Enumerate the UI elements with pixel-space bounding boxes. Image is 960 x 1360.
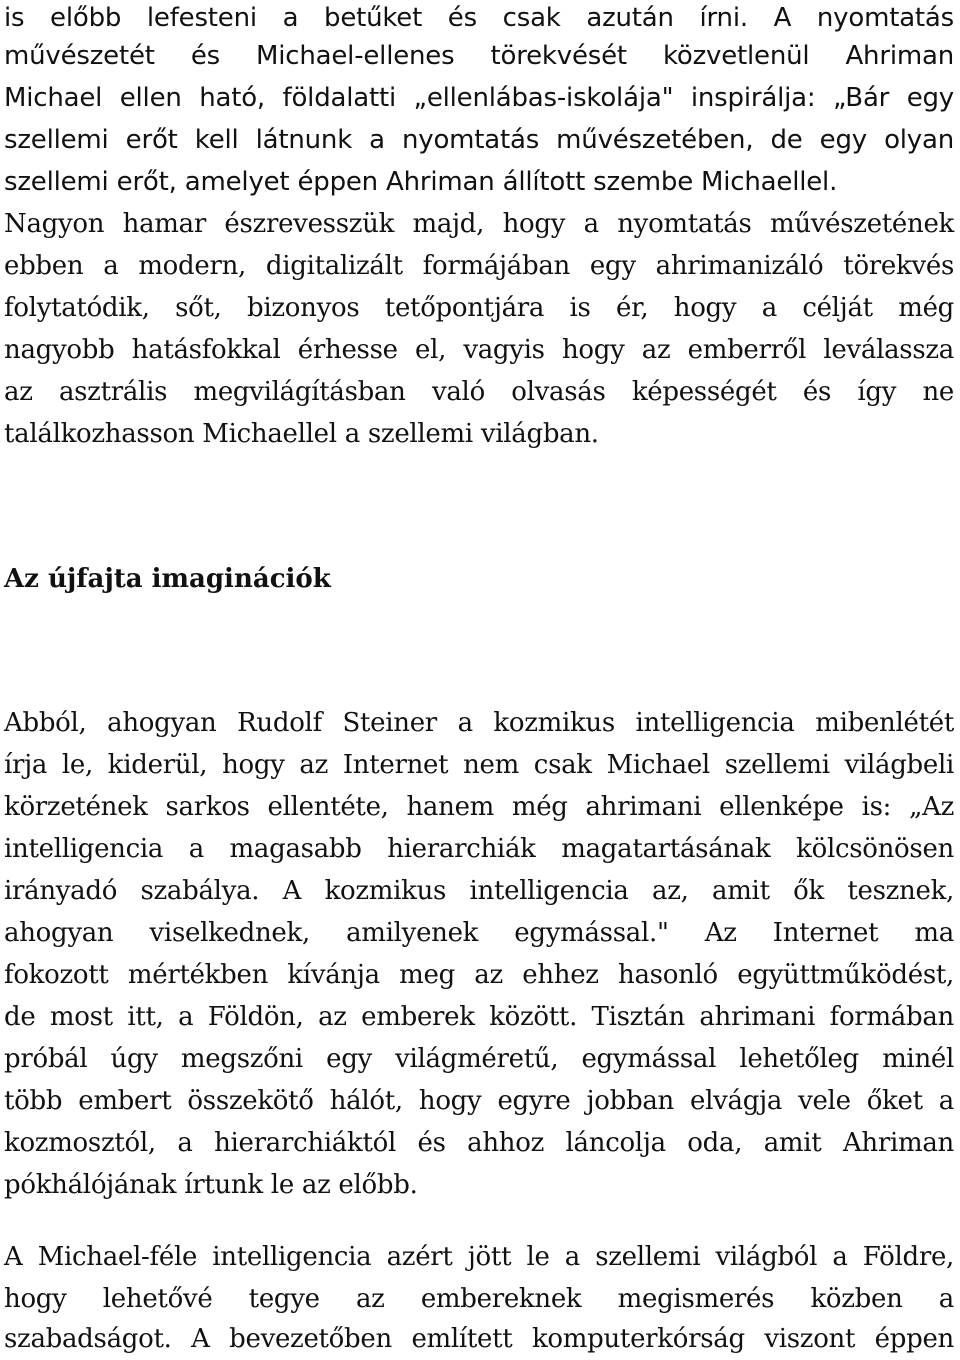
paragraph-4-line: szabadságot. A bevezetőben említett komputerkórság viszont éppen	[4, 1324, 954, 1354]
paragraph-3-line: pókhálójának írtunk le az előbb.	[4, 1170, 418, 1200]
paragraph-3-line: fokozott mértékben kívánja meg az ehhez hasonló együttműködést,	[4, 960, 954, 990]
paragraph-3-line: kozmosztól, a hierarchiáktól és ahhoz láncolja oda, amit Ahriman	[4, 1128, 954, 1158]
paragraph-3-line: ahogyan viselkednek, amilyenek egymással." Az Internet ma	[4, 918, 954, 948]
section-heading: Az újfajta imaginációk	[4, 564, 331, 594]
paragraph-2-line: találkozhasson Michaellel a szellemi világban.	[4, 419, 599, 449]
paragraph-1-line: művészetét és Michael-ellenes törekvését közvetlenül Ahriman	[4, 41, 954, 71]
paragraph-3-line: több embert összekötő hálót, hogy egyre jobban elvágja vele őket a	[4, 1086, 954, 1116]
paragraph-2-line: ebben a modern, digitalizált formájában egy ahrimanizáló törekvés	[4, 251, 954, 281]
paragraph-3-line: de most itt, a Földön, az emberek között. Tisztán ahrimani formában	[4, 1002, 954, 1032]
paragraph-3-line: Abból, ahogyan Rudolf Steiner a kozmikus intelligencia mibenlétét	[4, 708, 954, 738]
paragraph-1-line: szellemi erőt kell látnunk a nyomtatás művészetében, de egy olyan	[4, 125, 954, 155]
paragraph-4-line: hogy lehetővé tegye az embereknek megismerés közben a	[4, 1284, 954, 1314]
paragraph-2-line: folytatódik, sőt, bizonyos tetőpontjára is ér, hogy a célját még	[4, 293, 954, 323]
paragraph-3-line: intelligencia a magasabb hierarchiák magatartásának kölcsönösen	[4, 834, 954, 864]
paragraph-2-line: az asztrális megvilágításban való olvasás képességét és így ne	[4, 377, 954, 407]
paragraph-3-line: próbál úgy megszőni egy világméretű, egymással lehetőleg minél	[4, 1044, 954, 1074]
paragraph-2-line: nagyobb hatásfokkal érhesse el, vagyis hogy az emberről leválassza	[4, 335, 954, 365]
paragraph-1-line: Michael ellen ható, földalatti „ellenlábas-iskolája" inspirálja: „Bár egy	[4, 83, 954, 113]
paragraph-3-line: irányadó szabálya. A kozmikus intelligencia az, amit ők tesznek,	[4, 876, 954, 906]
paragraph-1-line: szellemi erőt, amelyet éppen Ahriman állított szembe Michaellel.	[4, 167, 838, 197]
paragraph-3-line: körzetének sarkos ellentéte, hanem még ahrimani ellenképe is: „Az	[4, 792, 954, 822]
paragraph-1-line: is előbb lefesteni a betűket és csak azután írni. A nyomtatás	[4, 3, 954, 33]
paragraph-2-line: Nagyon hamar észrevesszük majd, hogy a nyomtatás művészetének	[4, 209, 954, 239]
paragraph-3-line: írja le, kiderül, hogy az Internet nem csak Michael szellemi világbeli	[4, 750, 954, 780]
paragraph-4-line: A Michael-féle intelligencia azért jött le a szellemi világból a Földre,	[4, 1242, 954, 1272]
